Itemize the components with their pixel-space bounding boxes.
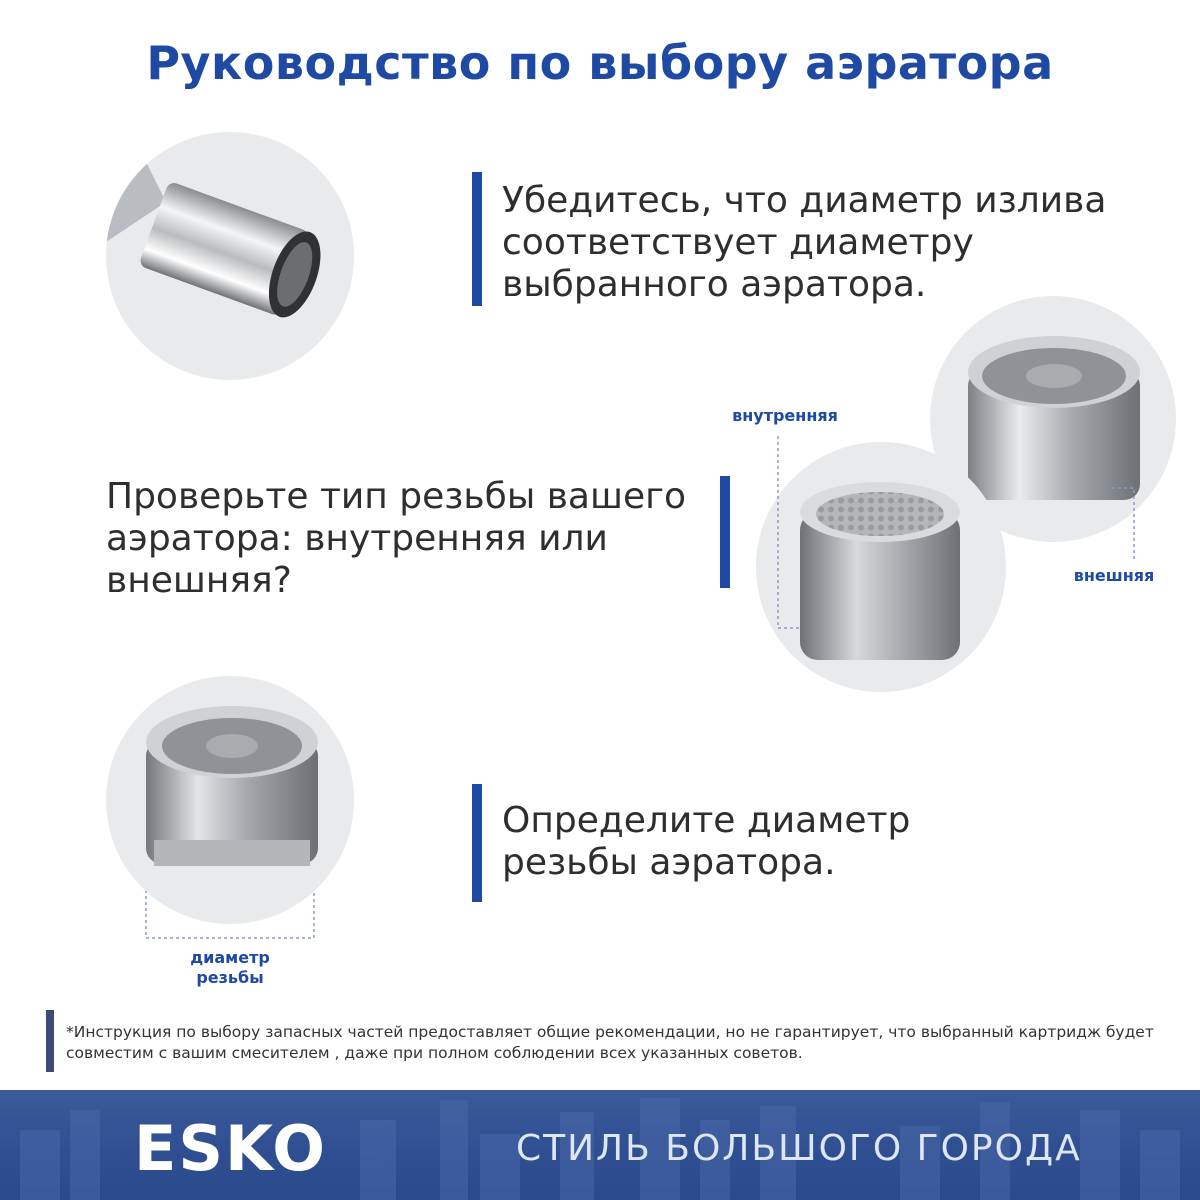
callout-outer-thread: внешняя (1073, 566, 1155, 585)
step3-accent-bar (472, 784, 482, 902)
brand-logo: ESKO (134, 1112, 327, 1185)
step3-text: Определите диаметр резьбы аэратора. (502, 800, 911, 883)
thread-diameter-aerator-image (106, 676, 354, 924)
page-title: Руководство по выбору аэратора (146, 36, 1054, 90)
callout-thread-diameter: диаметр резьбы (190, 948, 270, 987)
disclaimer-bar (46, 1010, 54, 1072)
disclaimer-text: *Инструкция по выбору запасных частей предоставляет общие рекомендации, но не гарантирует, что выбранный картридж будет совместим с вашим смесителем , даже при полном соблюдении всех указанных советов. (66, 1023, 1154, 1062)
thread-aerator-illustration (106, 676, 354, 924)
brand-slogan: СТИЛЬ БОЛЬШОГО ГОРОДА (516, 1128, 1082, 1169)
footer-banner (0, 1090, 1200, 1200)
step2-text: Проверьте тип резьбы вашего аэратора: внутренняя или внешняя? (106, 476, 687, 601)
callout-inner-thread: внутренняя (732, 406, 838, 425)
step1-text: Убедитесь, что диаметр излива соответствует диаметру выбранного аэратора. (502, 180, 1107, 305)
